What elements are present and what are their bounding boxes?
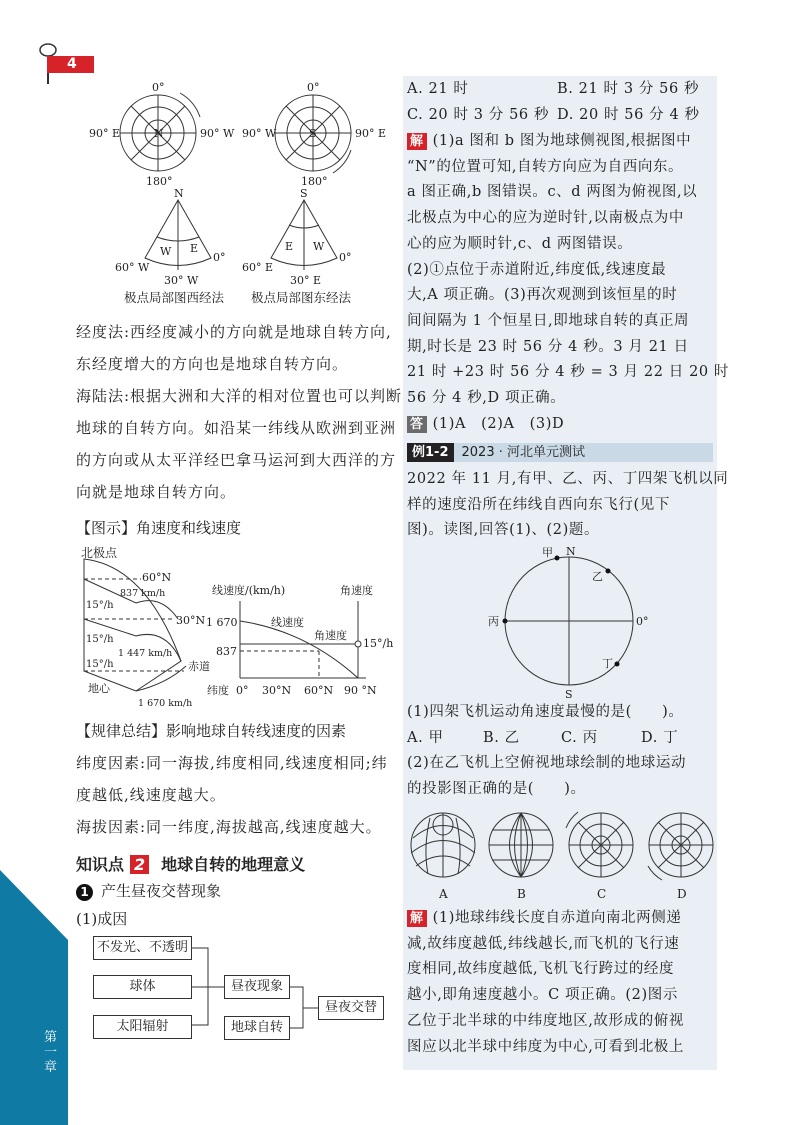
solution-2 [407, 906, 713, 1060]
left-para2-1: 地球的自转方向。如沿某一纬线从欧洲到亚洲 [76, 419, 397, 437]
right-opts1-a: A. 21 时 [407, 81, 469, 97]
left-speed-fig-lat30: 30°N [176, 614, 206, 627]
left-speed-chart-xlabel: 纬度 [207, 684, 229, 697]
questions [407, 700, 713, 803]
right-q1-opts-b: B. 乙 [483, 729, 520, 746]
left-para2-2: 的方向或从太平洋经巴拿马运河到大西洋的方 [76, 451, 397, 469]
right-circle-ding: 丁 [602, 657, 613, 670]
solution-tag: 解 [407, 133, 427, 150]
answer-tag: 答 [407, 416, 427, 433]
left-speed-fig-v0: 1 670 km/h [138, 698, 193, 708]
left-polar-n-bottom: 180° [146, 175, 173, 188]
left-rule1-0: 纬度因素:同一海拔,纬度相同,线速度相同;纬 [76, 754, 388, 772]
right-sol1-10: 56 分 4 秒,D 项正确。 [407, 390, 566, 407]
left-speed-chart-y837: 837 [216, 645, 237, 658]
left-speed-fig-w2: 15°/h [86, 634, 114, 645]
right-ex-source: 2023 · 河北单元测试 [461, 445, 585, 460]
left-para1-0: 经度法:西经度减小的方向就是地球自转方向, [76, 323, 392, 341]
right-q2-1: 的投影图正确的是( )。 [407, 781, 586, 798]
left-sectors-east-right: 0° [339, 251, 352, 264]
flow-box-solar: 太阳辐射 [93, 1015, 192, 1039]
plane-ding [615, 662, 620, 667]
right-q1-opts-a: A. 甲 [407, 729, 444, 746]
right-sol2-3: 越小,即角速度越小。C 项正确。(2)图示 [407, 987, 678, 1004]
left-speed-chart-y2label: 角速度 [340, 584, 373, 597]
left-sectors-east-mid: 30° E [290, 274, 322, 287]
left-para1-1: 东经度增大的方向也是地球自转方向。 [76, 355, 349, 373]
right-ex-text-1: 样的速度沿所在纬线自西向东飞行(见下 [407, 496, 670, 513]
right-sol2-4: 乙位于北半球的中纬度地区,故形成的俯视 [407, 1012, 685, 1029]
right-q1: (1)四架飞机运动角速度最慢的是( )。 [407, 704, 684, 720]
left-sectors-west-right: 0° [213, 251, 226, 264]
right-ex-tag: 例1-2 [407, 443, 454, 462]
left-rule2: 海拔因素:同一纬度,海拔越高,线速度越大。 [76, 818, 382, 836]
solution-tag: 解 [407, 910, 427, 927]
right-ans1: (1)A (2)A (3)D [432, 415, 565, 432]
left-polar-s-left: 90° W [242, 127, 277, 140]
left-speed-chart-x30: 30°N [262, 684, 292, 697]
left-speed-fig-w3: 15°/h [86, 659, 114, 670]
right-globe-labels-0: A [439, 887, 448, 901]
right-sol1-0: (1)a 图和 b 图为地球侧视图,根据图中 [432, 133, 692, 149]
rule-heading: 【规律总结】影响地球自转线速度的因素 [76, 722, 347, 740]
right-q2-0: (2)在乙飞机上空俯视地球绘制的地球运动 [407, 755, 687, 772]
right-circle-yi: 乙 [592, 570, 603, 583]
subheading [76, 880, 221, 901]
flow-box-day-night: 昼夜现象 [224, 975, 290, 999]
right-circle-n: N [566, 545, 576, 558]
left-sectors-west-b: E [190, 242, 199, 255]
right-sol1-9: 21 时 +23 时 56 分 4 秒 = 3 月 22 日 20 时 [407, 364, 730, 381]
right-sol2-1: 减,故纬度越低,纬线越长,而飞机的飞行速 [407, 935, 680, 952]
left-polar-n-right: 90° W [200, 127, 235, 140]
flow-box-opaque: 不发光、不透明 [93, 936, 192, 960]
left-sectors-west-pole: N [174, 187, 184, 200]
left-polar-s-top: 0° [307, 81, 320, 94]
right-opts1-c: C. 20 时 3 分 56 秒 [407, 106, 550, 123]
left-sectors-east-pole: S [300, 187, 308, 200]
left-sectors-east-caption: 极点局部图东经法 [251, 290, 352, 305]
left-kp-title: 地球自转的地理意义 [161, 855, 306, 874]
left-speed-chart-x60: 60°N [304, 684, 334, 697]
right-circle-jia: 甲 [542, 546, 553, 559]
speed-chart-axes [240, 601, 366, 678]
east-sector [271, 200, 337, 270]
page-number: 4 [47, 56, 94, 73]
left-speed-fig-center: 地心 [88, 682, 110, 695]
right-sol2-5: 图应以北半球中纬度为中心,可看到北极上 [407, 1038, 685, 1055]
left-speed-chart-x90: 90 °N [344, 684, 377, 697]
polar-diagrams [0, 75, 400, 310]
right-opts1-b: B. 21 时 3 分 56 秒 [557, 81, 700, 97]
left-speed-fig-equator: 赤道 [188, 660, 210, 673]
right-globe-labels-1: B [517, 887, 526, 901]
left-speed-chart-ang-label: 角速度 [314, 629, 347, 642]
left-polar-s-right: 90° E [355, 127, 387, 140]
left-speed-fig-lat60: 60°N [142, 571, 172, 584]
left-sectors-west-left: 60° W [115, 261, 150, 274]
longitude-method [76, 316, 401, 508]
left-sectors-west-caption: 极点局部图西经法 [124, 290, 225, 305]
rule-text [76, 747, 401, 843]
right-sol1-8: 期,时长是 23 时 56 分 4 秒。3 月 21 日 [407, 338, 689, 355]
right-globe-labels-2: C [597, 887, 607, 901]
left-polar-n-left: 90° E [89, 127, 121, 140]
left-speed-fig-w1: 15°/h [86, 600, 114, 611]
left-sub-title: 产生昼夜交替现象 [101, 882, 222, 900]
example-text [407, 467, 729, 544]
planes-circle-diagram [480, 545, 655, 700]
left-sub-num: 1 [76, 884, 93, 901]
right-sol1-3: 北极点为中心的应为逆时针,以南极点为中 [407, 210, 685, 227]
left-speed-chart-ylabel: 线速度/(km/h) [212, 584, 286, 597]
right-opts1-d: D. 20 时 56 分 4 秒 [557, 106, 700, 123]
globe-d [648, 813, 713, 880]
right-sol1-6: 大,A 项正确。(3)再次观测到该恒星的时 [407, 287, 678, 304]
flow-box-alternation: 昼夜交替 [318, 996, 384, 1020]
left-sectors-west-a: W [160, 245, 172, 258]
right-ex-text-0: 2022 年 11 月,有甲、乙、丙、丁四架飞机以同 [407, 471, 729, 487]
right-circle-zero: 0° [636, 615, 649, 628]
knowledge-point-heading [76, 852, 305, 875]
left-sectors-east-left: 60° E [242, 261, 274, 274]
left-sectors-west-mid: 30° W [164, 274, 199, 287]
speed-figure [76, 546, 396, 708]
right-sol1-4: 心的应为顺时针,c、d 两图错误。 [407, 235, 633, 252]
cause-label: (1)成因 [76, 910, 128, 928]
plane-jia [555, 556, 560, 561]
options-1 [407, 77, 713, 128]
globe-b [489, 813, 553, 877]
example-header [407, 443, 713, 462]
right-globe-labels-3: D [677, 887, 687, 901]
left-polar-s-center: S [309, 127, 317, 140]
left-sectors-east-b: W [313, 240, 325, 253]
left-para2-3: 向就是地球自转方向。 [76, 483, 237, 501]
left-speed-chart-x0: 0° [236, 684, 249, 697]
globe-a [411, 813, 475, 877]
right-q1-opts-c: C. 丙 [561, 729, 598, 746]
globe-c [566, 812, 633, 877]
chapter-label: 第一章 [44, 1030, 58, 1075]
projection-options [408, 808, 718, 903]
right-ex-text-2: 图)。读图,回答(1)、(2)题。 [407, 522, 600, 539]
right-sol1-1: “N”的位置可知,自转方向应为自西向东。 [407, 158, 684, 175]
right-sol1-2: a 图正确,b 图错误。c、d 两图为俯视图,以 [407, 184, 698, 201]
left-kp-prefix: 知识点 [76, 855, 125, 874]
flow-box-rotation: 地球自转 [224, 1016, 290, 1040]
left-para2-0: 海陆法:根据大洲和大洋的相对位置也可以判断 [76, 387, 403, 405]
left-polar-n-center: N [154, 127, 164, 140]
chapter-side-tab [0, 870, 70, 1125]
right-sol2-2: 度相同,故纬度越低,飞机飞行跨过的经度 [407, 961, 675, 978]
left-polar-s-bottom: 180° [301, 175, 328, 188]
left-speed-fig-v60: 837 km/h [120, 588, 166, 599]
right-q1-opts-d: D. 丁 [641, 729, 679, 746]
left-sectors-east-a: E [285, 240, 294, 253]
solution-1 [407, 129, 730, 437]
right-sol1-7: 间间隔为 1 个恒星日,即地球自转的真正周 [407, 312, 690, 329]
west-sector [145, 200, 211, 270]
flow-box-sphere: 球体 [93, 975, 192, 999]
left-speed-fig-north-pole: 北极点 [81, 546, 118, 560]
left-kp-num: 2 [130, 855, 149, 874]
left-rule1-1: 度越低,线速度越大。 [76, 786, 226, 804]
figure-heading: 【图示】角速度和线速度 [76, 519, 242, 537]
left-speed-chart-y1670: 1 670 [206, 616, 238, 629]
right-circle-bing: 丙 [488, 615, 499, 628]
right-circle-s: S [565, 688, 573, 700]
left-speed-fig-v30: 1 447 km/h [118, 648, 173, 659]
plane-bing [503, 619, 508, 624]
plane-yi [606, 569, 611, 574]
right-sol2-0: (1)地球纬线长度自赤道向南北两侧递 [432, 910, 682, 926]
left-speed-chart-line-label: 线速度 [271, 616, 304, 629]
left-speed-chart-ang-value: 15°/h [363, 637, 394, 650]
right-sol1-5: (2)①点位于赤道附近,纬度低,线速度最 [407, 261, 667, 278]
left-polar-n-top: 0° [152, 81, 165, 94]
